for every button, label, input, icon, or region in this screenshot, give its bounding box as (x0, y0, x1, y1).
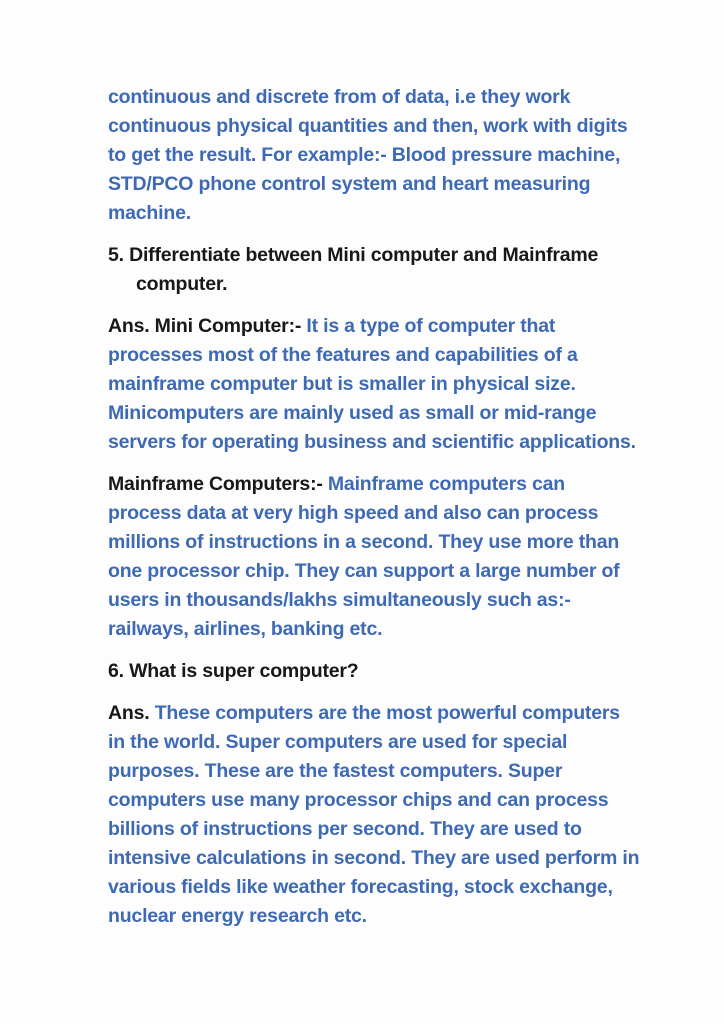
question-5-heading: 5. Differentiate between Mini computer and Mainframe computer. (108, 244, 599, 295)
answer-6-label: Ans. (108, 702, 155, 724)
answer-5-text: It is a type of computer that processes most of the features and capabilities of a mainframe computer but is smaller in physical size. Minicomputers are mainly used as small or mid-range servers for operating business and scientific applications. (108, 315, 636, 453)
answer-5-label: Ans. Mini Computer:- (108, 315, 307, 337)
paragraph-analog-computer-text: continuous and discrete from of data, i.e they work continuous physical quantities and then, work with digits to get the result. For example:- Blood pressure machine, STD/PCO phone control system and heart measuring machine. (108, 86, 628, 224)
answer-6-super-computer (108, 699, 640, 931)
answer-5-mainframe-computer (108, 470, 640, 644)
document-text-column (108, 83, 640, 931)
mainframe-label: Mainframe Computers:- (108, 473, 328, 495)
answer-6-text: These computers are the most powerful computers in the world. Super computers are used for special purposes. These are the fastest computers. Super computers use many processor chips and can process billions of instructions per second. They are used to intensive calculations in second. They are used perform in various fields like weather forecasting, stock exchange, nuclear energy research etc. (108, 702, 640, 927)
answer-5-mini-computer (108, 312, 640, 457)
question-6-heading: 6. What is super computer? (108, 660, 359, 682)
paragraph-analog-computer-continued (108, 83, 640, 228)
mainframe-text: Mainframe computers can process data at very high speed and also can process millions of instructions in a second. They use more than one processor chip. They can support a large number of users in thousands/lakhs simultaneously such as:- railways, airlines, banking etc. (108, 473, 620, 640)
